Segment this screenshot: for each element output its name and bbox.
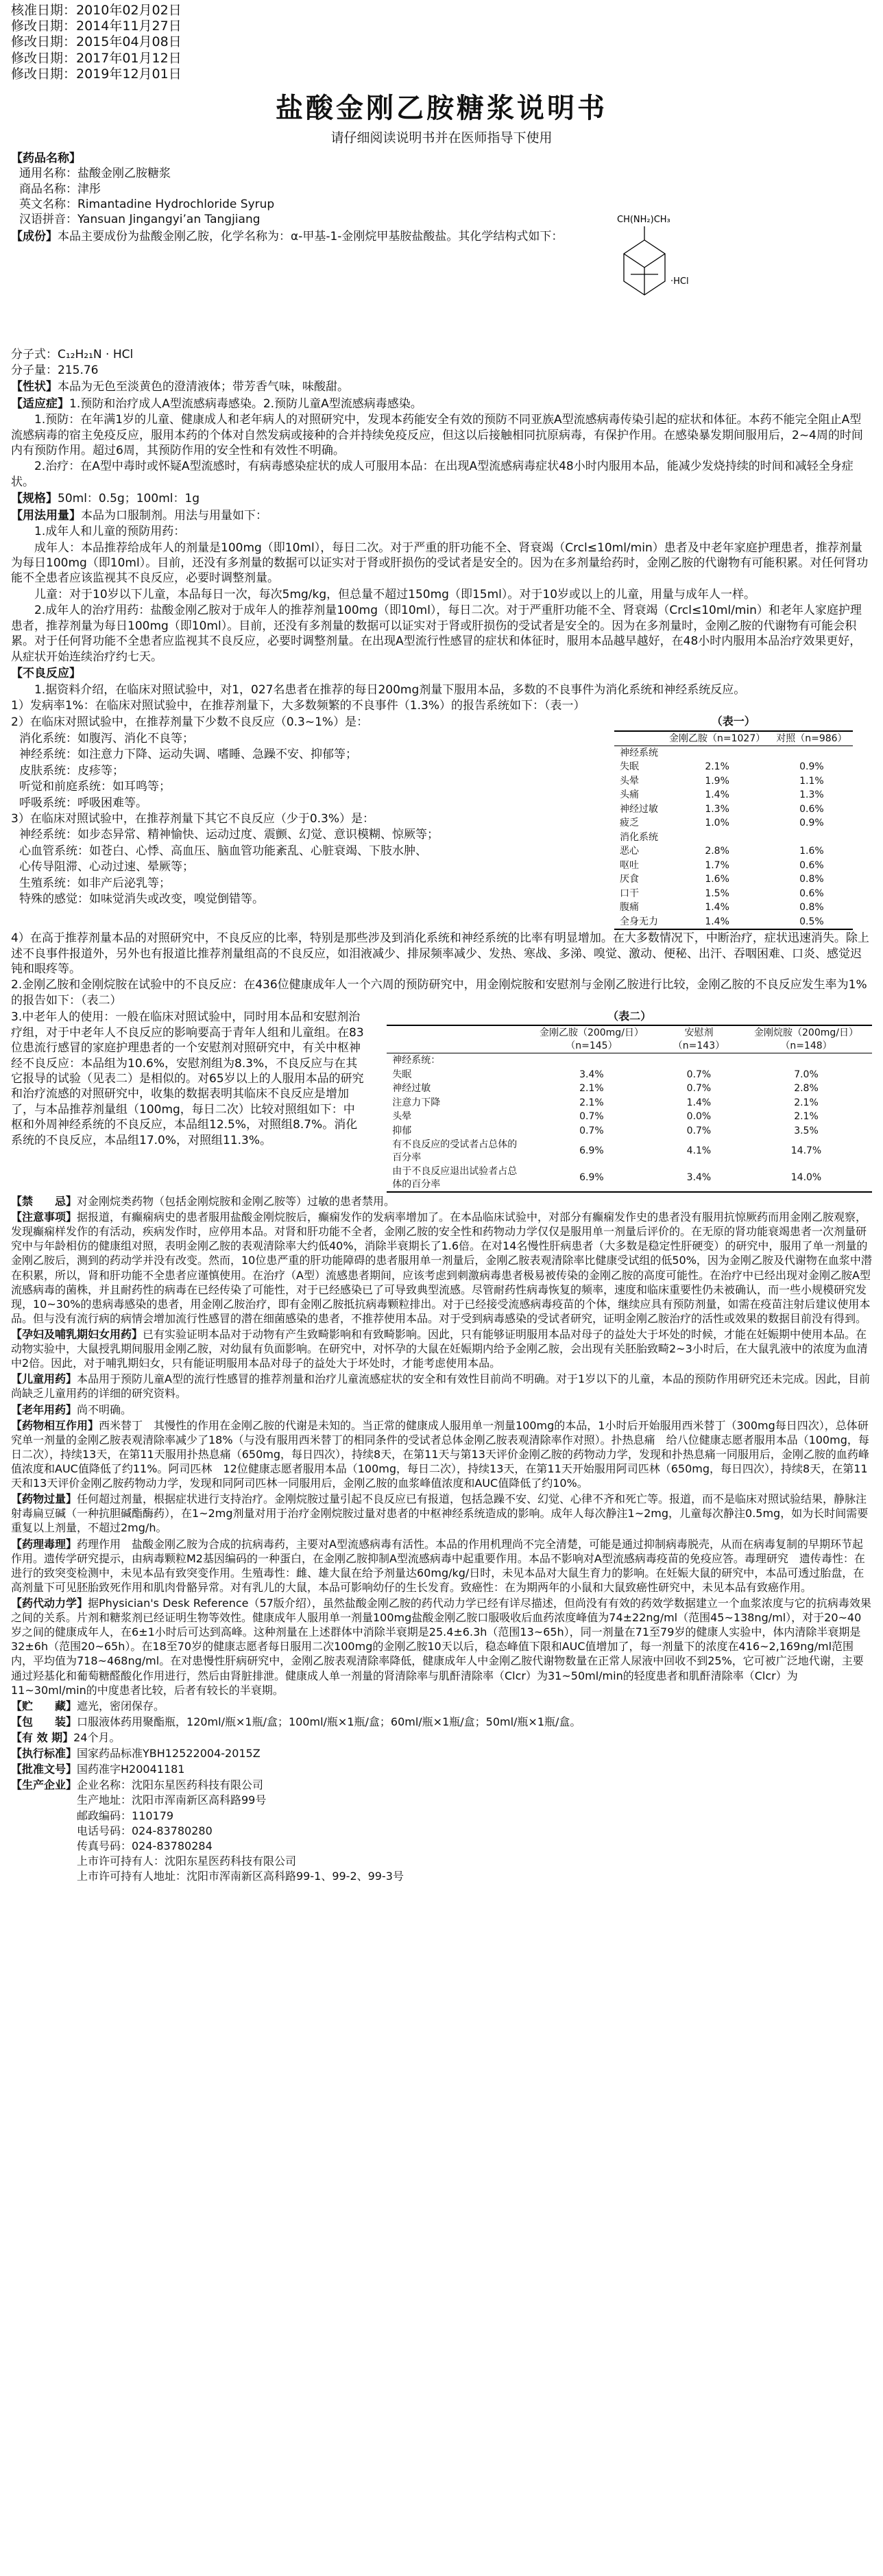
table2-cell: 3.4% [686, 1172, 712, 1184]
table1-row [614, 859, 853, 872]
adverse-item: 2.金刚乙胺和金刚烷胺在试验中的不良反应：在436位健康成年人一个六周的预防研究中，用金刚烷胺和安慰剂与金刚乙胺进行比较，金刚乙胺的不良反应发生率为1%的报告如下：（表二） [11, 978, 867, 1007]
leaflet-section [11, 1746, 872, 1761]
table2-cell: 头晕 [392, 1111, 412, 1123]
table2-row [387, 1053, 872, 1068]
section-text: 任何超过剂量，根据症状进行支持治疗。金刚烷胺过量引起不良反应已有报道，包括急躁不安、幻觉、心律不齐和死亡等。报道，而不是临床对照试验结果，静脉注射毒扁豆碱（一种抗胆碱酯酶药），在1~2mg剂量对用于治疗金刚烷胺过量对患者的中枢神经系统造成的影响。成年人每次静注1~2mg，儿童每次静注0.5mg，如为长时间需要重复以上剂量，不超过2mg/h。 [11, 1492, 869, 1535]
adverse-item: 心血管系统：如苍白、心悸、高血压、脑血管功能紊乱、心脏衰竭、下肢水肿、 [19, 844, 427, 858]
table1-cell: 疲乏 [620, 818, 639, 829]
revision-date: 修改日期：2019年12月01日 [11, 66, 182, 82]
adverse-item: 皮肤系统：皮疹等； [19, 763, 124, 778]
table1-cell: 0.6% [799, 887, 824, 899]
table1-cell: 1.7% [705, 859, 729, 871]
table2-cell: 0.7% [579, 1111, 604, 1123]
table1-body [614, 746, 853, 930]
section-label: 【成份】 [11, 229, 58, 243]
table2-cell: 抑郁 [392, 1125, 412, 1136]
table2-cell: 7.0% [794, 1069, 819, 1080]
manufacturer-line: 生产地址：沈阳市浑南新区高科路99号 [77, 1793, 267, 1807]
table1-row [614, 872, 853, 886]
table1-cell: 0.9% [799, 818, 824, 829]
section-label: 【有 效 期】 [11, 1730, 74, 1744]
indication-item: 2.治疗：在A型中毒时或怀疑A型流感时，有病毒感染症状的成人可服用本品：在出现A型流感病毒症状48小时内服用本品，能减少发烧持续的时间和减轻全身症状。 [11, 460, 854, 489]
document-subtitle: 请仔细阅读说明书并在医师指导下使用 [330, 130, 553, 145]
table1-row [614, 774, 853, 788]
table2-cell: 4.1% [686, 1145, 712, 1157]
adverse-item: 听觉和前庭系统：如耳鸣等； [19, 780, 171, 794]
adverse-item: 神经系统：如注意力下降、运动失调、嗜睡、急躁不安、抑郁等； [19, 748, 357, 762]
section-text: 已有实验证明本品对于动物有产生致畸影响和有致畸影响。因此，只有能够证明服用本品对母子的益处大于坏处的时候，才能在妊娠期中使用本品。在动物实验中，大鼠授乳期间服用金刚乙胺，对幼鼠有负面影响。在研究中，对怀孕的大鼠在妊娠期内给予金刚乙胺，会出现有关胚胎致畸2~3小时后，在大鼠乳液中的浓度为血清中2倍。因此，对于哺乳期妇女，只有能证明服用本品对母子的益处大于坏处时，才能考虑使用本品。 [11, 1328, 868, 1370]
table2-cell: 0.7% [686, 1069, 712, 1080]
table1-cell: 1.4% [705, 902, 729, 914]
pinyin-name: 汉语拼音：Yansuan Jingangyi’an Tangjiang [19, 213, 261, 227]
table2-cell: 2.8% [794, 1083, 819, 1095]
section-label: 【规格】 [11, 492, 58, 506]
table1-row [614, 760, 853, 774]
leaflet-section [11, 1762, 872, 1776]
adverse-item: 消化系统：如腹泻、消化不良等； [19, 731, 194, 746]
table1-cell: 0.6% [799, 803, 824, 815]
table2-cell: 2.1% [579, 1083, 604, 1095]
table2-cell: 2.1% [794, 1097, 819, 1108]
table2-wrap [387, 1009, 872, 1193]
section-label: 【药物相互作用】 [11, 1418, 99, 1432]
table1-cell: 1.3% [799, 789, 824, 801]
table2-header: 金刚乙胺（200mg/日）（n=145） [539, 1027, 644, 1051]
section-label: 【批准文号】 [11, 1763, 77, 1776]
section-label: 【包 装】 [11, 1715, 77, 1728]
section-label: 【性状】 [11, 380, 58, 394]
table1-row [614, 887, 853, 901]
table2-cell: 0.7% [686, 1125, 712, 1136]
indications-text: 1.预防和治疗成人A型流感病毒感染。2.预防儿童A型流感病毒感染。 [69, 396, 422, 411]
section-text: 本品用于预防儿童A型的流行性感冒的推荐剂量和治疗儿童流感症状的安全和有效性目前尚不明确。对于1岁以下的儿童，本品的预防作用研究还未完成。因此，目前尚缺乏儿童用药的详细的研究资料。 [11, 1372, 871, 1400]
usage-item: 儿童：对于10岁以下儿童，本品每日一次，每次5mg/kg，但总量不超过150mg（即15ml）。对于10岁或以上的儿童，用量与成年人一样。 [34, 587, 756, 601]
table2-cell: 由于不良反应退出试验者占总体的百分率 [392, 1166, 518, 1190]
table1-cell [771, 831, 852, 844]
molecular-formula: 分子式：C₁₂H₂₁N · HCl [11, 348, 134, 362]
section-label: 【药物过量】 [11, 1492, 77, 1506]
table1-cell: 1.0% [705, 818, 729, 829]
section-label: 【孕妇及哺乳期妇女用药】 [11, 1328, 143, 1341]
leaflet-section [11, 1699, 872, 1713]
section-text: 据Physician's Desk Reference（57版介绍），虽然盐酸金刚乙胺的药代动力学已经有详尽描述，但尚没有有效的药效学数据建立一个血浆浓度与它的抗病毒效果之间的关系。片剂和糖浆剂已经证明生物等效性。健康成年人服用单一剂量100mg盐酸金刚乙胺口服吸收后血药浓度峰值为74±22ng/ml（范围45~138ng/ml），对于20~40岁之间的健康成年人，在6±1小时后可达到高峰。这种剂量在上述群体中消除半衰期是25.4±6.3h（范围13~65h），同一剂量在71至79岁的健康人实验中，体内清除半衰期是32±6h（范围20~65h）。在18至70岁的健康志愿者每日服用二次100mg的金刚乙胺10天以后，稳态峰值下限和AUC值增加了，每一剂量下的浓度在416~2,169ng/ml范围内，平均值为718~468ng/ml。在对患慢性肝病研究中，金刚乙胺表观清除率降低，健康成年人中金刚乙胺代谢物数量在正常人尿液中回收不到25%，它可被广泛地代谢，主要通过羟基化和葡萄糖醛酸化作用进行，然后由肾脏排泄。健康成人单一剂量的肾清除率与肌酐清除率（Clcr）为31~50ml/min的轻度患者和肌酐清除率（Clcr）为11~30ml/min的中度患者比较，后者有较长的半衰期。 [11, 1596, 871, 1697]
table1-header: 对照（n=986） [776, 732, 847, 744]
table1-cell: 头晕 [620, 775, 639, 787]
table2-row [387, 1165, 872, 1192]
manufacturer-line: 上市许可持有人地址：沈阳市浑南新区高科路99-1、99-2、99-3号 [77, 1869, 404, 1883]
section-text: 国家药品标准YBH12522004-2015Z [77, 1747, 261, 1761]
table2 [387, 1025, 872, 1193]
section-text: 尚不明确。 [77, 1403, 132, 1416]
composition-text: 本品主要成份为盐酸金刚乙胺，化学名称为：α-甲基-1-金刚烷甲基胺盐酸盐。其化学结构式如下： [58, 229, 564, 243]
table2-cell: 0.0% [686, 1111, 712, 1123]
table2-header [387, 1025, 526, 1053]
table1-cell: 0.9% [799, 761, 824, 773]
table1-cell: 失眠 [620, 761, 639, 773]
leaflet-section [11, 1730, 872, 1745]
table2-row [387, 1138, 872, 1165]
table1-cell: 1.5% [705, 887, 729, 899]
table1-cell: 全身无力 [620, 916, 658, 927]
table2-row [387, 1082, 872, 1095]
section-label: 【注意事项】 [11, 1211, 77, 1224]
table2-cell: 6.9% [579, 1172, 604, 1184]
table2-cell: 0.7% [686, 1083, 712, 1095]
adverse-item: 神经系统：如步态异常、精神愉快、运动过度、震颤、幻觉、意识模糊、惊厥等； [19, 828, 439, 842]
section-text: 西米替丁 其慢性的作用在金刚乙胺的代谢是未知的。当正常的健康成人服用单一剂量100mg的本品，1小时后开始服用西米替丁（300mg每日四次），总体研究单一剂量的金刚乙胺表观清除率减少了18%（与没有服用西米替丁的相同条件的受试者总体金刚乙胺表观清除率作对照）。扑热息痛 给八位健康志愿者服用本品（100mg，每日二次），持续13天，在第11天服用扑热息痛（650mg，每日四次），持续8天，在第11天与第13天评价金刚乙胺的药物动力学，发现和扑热息痛一同服用后，金刚乙胺的血药峰值浓度和AUC值降低了约11%。阿司匹林 12位健康志愿者服用本品（100mg，每日二次），持续13天，在第11天开始服用阿司匹林（650mg，每日四次），持续8天，在第11天和13天评价金刚乙胺药物动力学，发现和同阿司匹林一同服用后，金刚乙胺的血浆峰值浓度和AUC值降低了约10%。 [11, 1418, 869, 1490]
leaflet-section [11, 1492, 872, 1535]
table1-cell: 呕吐 [620, 859, 639, 871]
leaflet-section [11, 1327, 872, 1370]
properties-section [11, 379, 872, 394]
table2-cell: 2.1% [794, 1111, 819, 1123]
usage-text: 本品为口服制剂。用法与用量如下： [81, 508, 267, 523]
table2-cell: 2.1% [579, 1097, 604, 1108]
section-label: 【药品名称】 [11, 151, 81, 165]
leaflet-section [11, 1418, 872, 1491]
adverse-item: 1）发病率1%：在临床对照试验中，在推荐剂量下，大多数频繁的不良事件（1.3%）的报告系统如下：（表一） [11, 698, 585, 713]
leaflet-section [11, 1210, 872, 1326]
adverse-item: 4）在高于推荐剂量本品的对照研究中，不良反应的比率，特别是那些涉及到消化系统和神经系统的比率有明显增加。在大多数情况下，中断治疗，症状迅速消失。除上述不良事件报道外，另外也有报道比推荐剂量组高的不良反应，如泪液减少、排尿频率减少、发热、寒战、多涕、嗅觉、激动、便秘、出汗、吞咽困难、口炎、感觉迟钝和眼疼等。 [11, 931, 869, 976]
table1-wrap [614, 714, 853, 930]
leaflet-section [11, 1537, 872, 1595]
manufacturer-line: 上市许可持有人：沈阳东星医药科技有限公司 [77, 1854, 297, 1868]
table2-cell: 神经过敏 [392, 1083, 431, 1095]
manufacturer-line: 邮政编码：110179 [77, 1809, 174, 1822]
leaflet-section [11, 1194, 872, 1208]
adverse-item: 1.据资料介绍，在临床对照试验中，对1，027名患者在推荐的每日200mg剂量下服用本品，多数的不良事件为消化系统和神经系统反应。 [34, 682, 746, 697]
table2-cell: 神经系统： [392, 1055, 441, 1066]
leaflet-section [11, 1372, 872, 1400]
table1-cell: 0.6% [799, 859, 824, 871]
remaining-sections [11, 1194, 872, 1776]
generic-name: 通用名称：盐酸金刚乙胺糖浆 [19, 167, 171, 181]
trade-name: 商品名称：津彤 [19, 182, 101, 196]
table1-row [614, 844, 853, 858]
table2-cell [657, 1053, 740, 1068]
revision-date: 修改日期：2015年04月08日 [11, 34, 182, 50]
table1-row [614, 746, 853, 761]
table2-cell [526, 1053, 657, 1068]
section-text: 国药准字H20041181 [77, 1763, 185, 1776]
table2-cell: 1.4% [686, 1097, 712, 1108]
table1-cell: 0.8% [799, 874, 824, 885]
table1 [614, 730, 853, 931]
table1-cell: 1.1% [799, 775, 824, 787]
section-label: 【老年用药】 [11, 1403, 77, 1416]
table2-cell: 注意力下降 [392, 1097, 441, 1108]
table1-cell: 头痛 [620, 789, 639, 801]
table2-cell [740, 1053, 872, 1068]
table1-cell: 腹痛 [620, 902, 639, 914]
table2-row [387, 1110, 872, 1123]
table2-caption: （表二） [607, 1010, 652, 1023]
adverse-item: 生殖系统：如非产后泌乳等； [19, 876, 171, 890]
table1-cell: 1.6% [799, 846, 824, 857]
table1-row [614, 831, 853, 844]
section-label: 【儿童用药】 [11, 1372, 77, 1386]
table2-cell: 3.5% [794, 1125, 819, 1136]
table1-cell: 2.1% [705, 761, 729, 773]
table2-row [387, 1096, 872, 1110]
table1-row [614, 816, 853, 830]
table1-cell: 1.4% [705, 916, 729, 927]
section-label: 【执行标准】 [11, 1747, 77, 1761]
table1-cell: 厌食 [620, 874, 639, 885]
table2-row [387, 1068, 872, 1082]
table1-cell: 口干 [620, 887, 639, 899]
struct-hcl-label: ·HCl [670, 276, 689, 287]
specification-text: 50ml：0.5g；100ml：1g [58, 492, 200, 506]
table1-cell: 0.8% [799, 902, 824, 914]
table1-cell: 2.8% [705, 846, 729, 857]
table1-cell: 1.9% [705, 775, 729, 787]
manufacturer-section [11, 1778, 872, 1883]
adverse-item: 特殊的感觉：如味觉消失或改变，嗅觉倒错等。 [19, 892, 264, 907]
table1-row [614, 788, 853, 802]
table2-cell: 6.9% [579, 1145, 604, 1157]
table1-cell [664, 831, 771, 844]
adverse-section [11, 666, 872, 1193]
table1-row [614, 802, 853, 816]
revision-date: 修改日期：2014年11月27日 [11, 19, 182, 34]
adverse-item: 3）在临床对照试验中，在推荐剂量下其它不良反应（少于0.3%）是： [11, 812, 375, 826]
revision-dates [11, 0, 872, 82]
table2-cell: 失眠 [392, 1069, 412, 1080]
adverse-elderly-with-table [11, 1009, 872, 1193]
usage-section [11, 508, 872, 665]
table1-cell: 0.5% [799, 916, 824, 927]
indications-section [11, 396, 872, 490]
section-label: 【药理毒理】 [11, 1537, 77, 1551]
table2-cell: 14.0% [790, 1172, 822, 1184]
section-text: 据报道，有癫痫病史的患者服用盐酸金刚烷胺后，癫痫发作的发病率增加了。在本品临床试验中，对部分有癫痫发作史的患者没有服用抗惊厥药而用金刚乙胺观察，发现癫痫样发作的有活动，疾病发作时，应停用本品。对肾和肝功能不全者，金刚乙胺的安全性和药物动力学仅仅是服用单一剂量后评价的。在无原的肾功能衰竭患者一次剂量研究中与年龄相仿的健康组对照，表明金刚乙胺的表观清除率大约低40%，消除半衰期长了1.6倍。在对14名慢性肝病患者（大多数是稳定性肝硬变）的研究中，服用了单一剂量的金刚乙胺后，测到的药动学并没有改变。然而，10位患严重的肝功能障碍的患者服用单一剂量后，金刚乙胺表观清除率比健康受试组的低50%，因为金刚乙胺及代谢物在血浆中潜在积累，所以，肾和肝功能不全患者应谨慎使用。在治疗（A型）流感患者期间，应该考虑到刺激病毒患者极易被传染的金刚乙胺的高度可能性。在治疗中已经出现对金刚乙胺A型流感病毒的菌株，并且耐药性的病毒在已经传染了可能性，对于已经感染已了可导致典型流感。尽管耐药性病毒恢复的频率，速度和临床重要性仍未被确认，而一些小规模研究发现，10~30%的患病毒感染的患者，用金刚乙胺治疗，即有金刚乙胺抵抗病毒颗粒排出。对于已经接受流感病毒疫苗的个体，继续应具有预防剂量，如需在疫苗注射后建议使用本品。但与没有流行病的病情会增加流行性感冒的潜在细菌感染的患者，不推荐使用本品。对于受到病毒感染的受试者研究，证明金刚乙胺治疗的活性或效果的数据目前没有得到。 [11, 1211, 872, 1325]
table1-cell [771, 746, 852, 761]
section-label: 【贮 藏】 [11, 1699, 77, 1713]
revision-date: 修改日期：2017年01月12日 [11, 50, 182, 66]
document-title: 盐酸金刚乙胺糖浆说明书 [276, 92, 607, 124]
specification-section [11, 491, 872, 506]
manufacturer-line: 电话号码：024-83780280 [77, 1824, 213, 1837]
revision-date: 核准日期：2010年02月02日 [11, 3, 182, 18]
adverse-item: 2）在临床对照试验中，在推荐剂量下少数不良反应（0.3~1%）是： [11, 715, 369, 730]
chemical-structure [590, 213, 754, 322]
table1-cell: 1.3% [705, 803, 729, 815]
molecular-weight: 分子量：215.76 [11, 363, 99, 377]
table1-row [614, 915, 853, 929]
indication-item: 1.预防：在年满1岁的儿童、健康成人和老年病人的对照研究中，发现本药能安全有效的预防不同亚族A型流感病毒传染引起的症状和体征。本药不能完全阻止A型流感病毒的宿主免疫反应，服用本药的个体对自然发病或接种的合并持续免疫反应，但这以后接触相同抗原病毒，有保护作用。在感染暴发期间服用后，2~4周的时间内有预防作用。超过6周，其预防作用的安全性和有效性不明确。 [11, 413, 863, 457]
english-name: 英文名称：Rimantadine Hydrochloride Syrup [19, 198, 275, 212]
leaflet-section [11, 1403, 872, 1417]
table1-header: 金刚乙胺（n=1027） [669, 732, 766, 744]
usage-item: 成年人：本品推荐给成年人的剂量是100mg（即10ml），每日二次。对于严重的肝功能不全、肾衰竭（Crcl≤10ml/min）患者及中老年家庭护理患者，推荐剂量为每日100mg（即10ml）。目前，还没有多剂量的数据可以证实对于肾或肝损伤的受试者是安全的。因为在多剂量给药时，金刚乙胺的代谢物有可能积累。对任何肾功能不全患者应该监视其不良反应，必要时调整剂量。 [11, 540, 869, 586]
leaflet-section [11, 1715, 872, 1729]
section-label: 【适应症】 [11, 396, 69, 411]
section-text: 24个月。 [73, 1730, 121, 1744]
table1-cell [664, 746, 771, 761]
section-text: 口服液体药用聚酯瓶，120ml/瓶×1瓶/盒；100ml/瓶×1瓶/盒；60ml/瓶×1瓶/盒；50ml/瓶×1瓶/盒。 [77, 1715, 581, 1728]
table1-cell: 1.6% [705, 874, 729, 885]
usage-item: 1.成年人和儿童的预防用药： [34, 525, 186, 539]
adverse-item: 心传导阻滞、心动过速、晕厥等； [19, 860, 194, 874]
section-text: 对金刚烷类药物（包括金刚烷胺和金刚乙胺等）过敏的患者禁用。 [77, 1195, 396, 1208]
section-label: 【药代动力学】 [11, 1596, 88, 1610]
table2-cell: 14.7% [790, 1145, 822, 1157]
table2-header: 安慰剂（n=143） [673, 1027, 725, 1051]
table2-cell: 3.4% [579, 1069, 604, 1080]
properties-text: 本品为无色至淡黄色的澄清液体；带芳香气味，味酸甜。 [58, 380, 349, 394]
table1-cell: 神经过敏 [620, 803, 658, 815]
struct-top-label: CH(NH₂)CH₃ [617, 215, 670, 225]
table2-body [387, 1053, 872, 1192]
usage-item: 2.成年人的治疗用药：盐酸金刚乙胺对于成年人的推荐剂量100mg（即10ml），每日二次。对于严重肝功能不全、肾衰竭（Crcl≤10ml/min）和老年人家庭护理患者，推荐剂量为每日100mg（即10ml）。目前，还没有多剂量的数据可以证实对于肾或肝损伤的受试者是安全的。因为在多剂量时，金刚乙胺的代谢物有可能会积累。对于任何肾功能不全患者应监视其不良反应，必要时调整剂量。在出现A型流行性感冒的症状和体征时，服用本品越早越好，在48小时内服用本品治疗效果更好，从症状开始连续治疗约七天。 [11, 604, 862, 664]
table2-header: 金刚烷胺（200mg/日）（n=148） [754, 1027, 858, 1051]
table1-caption: （表一） [711, 715, 755, 728]
section-label: 【不良反应】 [11, 667, 81, 681]
table1-cell: 1.4% [705, 789, 729, 801]
table2-row [387, 1124, 872, 1138]
section-label: 【禁 忌】 [11, 1195, 77, 1208]
adverse-item: 3.中老年人的使用：一般在临床对照试验中，同时用本品和安慰剂治疗组，对于中老年人不良反应的影响要高于青年人组和儿童组。在83位患流行感冒的家庭护理患者的一个安慰剂对照研究中，有关中枢神经不良反应：本品组为10.6%，安慰剂组为8.3%，不良反应与在其它报导的试验（见表二）是相似的。对65岁以上的人服用本品的研究和治疗流感的对照研究中，收集的数据表明其临床不良反应是增加了，与本品推荐剂量组（100mg，每日二次）比较对照组如下：中枢和外周神经系统的不良反应，本品组12.5%，对照组8.7%。消化系统的不良反应，本品组17.0%，对照组11.3%。 [11, 1010, 364, 1147]
table1-cell: 消化系统 [620, 831, 658, 843]
table1-row [614, 901, 853, 914]
section-label: 【生产企业】 [11, 1778, 77, 1792]
adverse-list-with-table [11, 714, 872, 930]
leaflet-section [11, 1596, 872, 1697]
table2-cell: 有不良反应的受试者占总体的百分率 [392, 1139, 518, 1163]
manufacturer-line: 传真号码：024-83780284 [77, 1839, 213, 1852]
table1-cell: 恶心 [620, 846, 639, 857]
adverse-item: 呼吸系统：呼吸困难等。 [19, 796, 147, 810]
table1-header [614, 731, 664, 746]
manufacturer-line: 企业名称：沈阳东星医药科技有限公司 [77, 1778, 264, 1792]
section-label: 【用法用量】 [11, 508, 81, 523]
adverse-list [11, 714, 573, 930]
table1-cell: 神经系统 [620, 748, 658, 759]
table2-cell: 0.7% [579, 1125, 604, 1136]
section-text: 遮光，密闭保存。 [77, 1699, 165, 1713]
section-text: 药理作用 盐酸金刚乙胺为合成的抗病毒药，主要对A型流感病毒有活性。本品的作用机理尚不完全清楚，可能是通过抑制病毒脱壳，从而在病毒复制的早期环节起作用。遗传学研究提示，由病毒颗粒M2基因编码的一种蛋白，在金刚乙胺抑制A型流感病毒中起重要作用。本品不影响对A型流感病毒疫苗的免疫应答。毒理研究 遗传毒性：在进行的致突变检测中，未见本品有致突变作用。生殖毒性：雌、雄大鼠在给予剂量达60mg/kg/日时，未见本品对大鼠生育力的影响。在妊娠大鼠的研究中，本品可透过胎盘，在高剂量下可见胚胎致死作用和肌肉骨骼异常。对有乳儿的大鼠，本品可影响幼仔的生长发育。致癌性：在为期两年的小鼠和大鼠致癌性研究中，未见本品有致癌作用。 [11, 1537, 865, 1594]
